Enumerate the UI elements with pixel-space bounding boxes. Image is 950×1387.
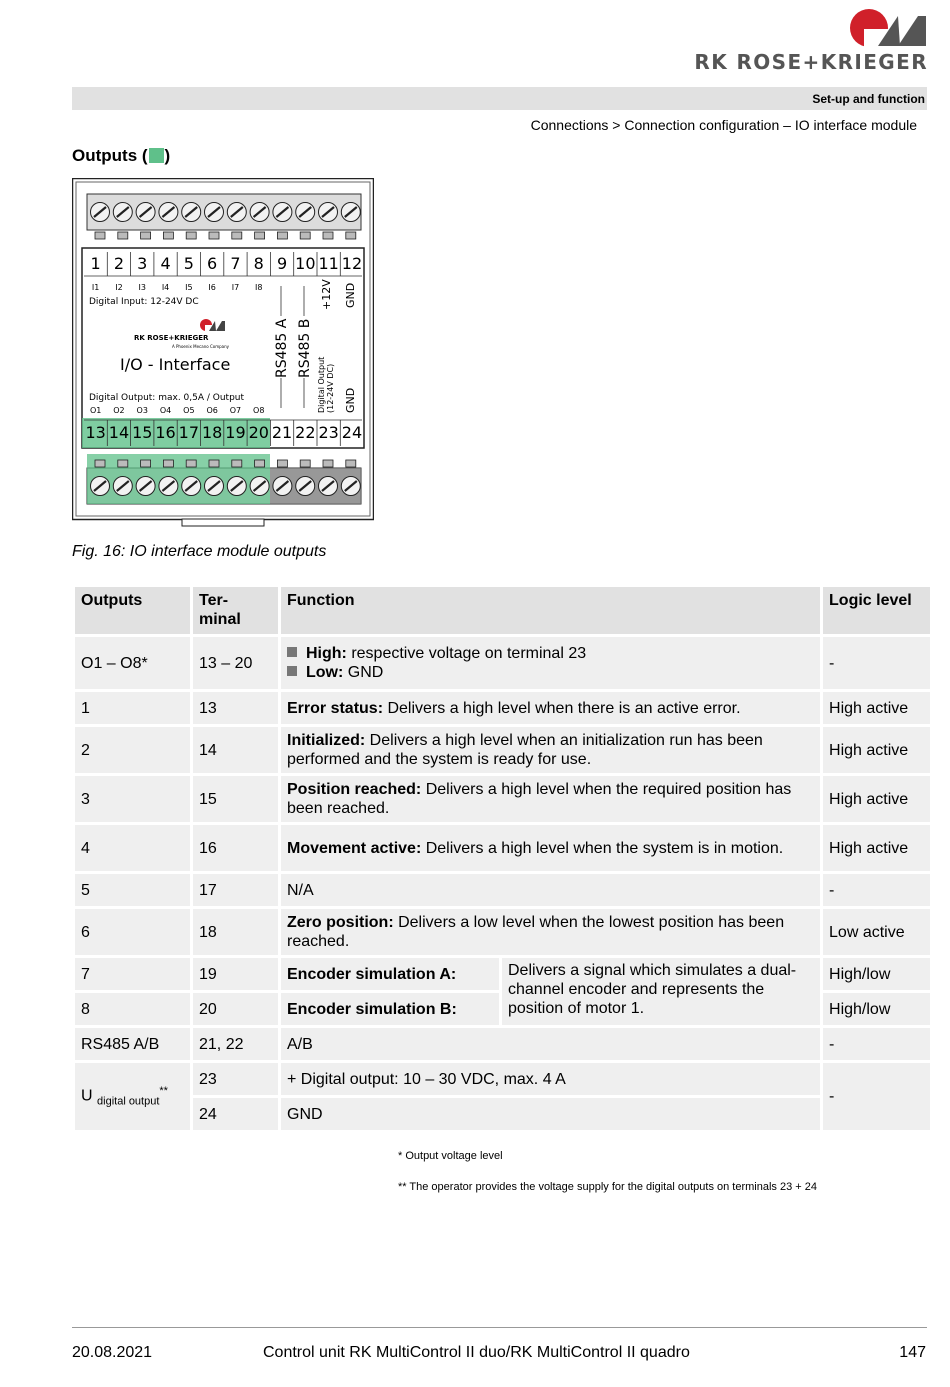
rs485b-label: RS485 B [297,318,313,378]
table-row: 4 16 Movement active: Delivers a high level when the system is in motion. High active [75,825,930,871]
terminal-number: 13 [85,423,106,442]
terminal-number: 4 [160,254,171,273]
footnote-1: * Output voltage level [398,1150,503,1162]
terminal-number: 12 [341,254,363,273]
logo-mark-icon [686,8,928,52]
terminal-number: 3 [137,254,148,273]
terminal-number: 15 [132,423,153,442]
terminal-number: 24 [341,423,363,442]
header-logic: Logic level [823,587,930,634]
terminal-number: 19 [225,423,246,442]
terminal-number: 6 [207,254,218,273]
footer-divider [72,1327,927,1328]
table-row: 2 14 Initialized: Delivers a high level when an initialization run has been performed and the system is ready for use. High active [75,727,930,773]
io-module-drawing [72,178,374,527]
output-label: O5 [183,406,195,415]
terminal-number: 9 [276,254,288,273]
v12-label: +12V [320,279,333,310]
figure-caption: Fig. 16: IO interface module outputs [72,543,327,560]
terminal-number: 23 [318,423,339,442]
terminal-number: 18 [201,423,223,442]
terminal-number: 11 [318,254,339,273]
input-label: I7 [231,283,240,292]
table-row: RS485 A/B 21, 22 A/B - [75,1028,930,1060]
gnd-bottom-label: GND [344,387,357,413]
output-label: O4 [159,406,172,415]
section-title: Set-up and function [812,92,925,106]
dig-out-line1: Digital Output [317,356,326,413]
table-header-row [75,587,930,634]
terminal-number: 1 [90,254,101,273]
terminal-number: 17 [178,423,200,442]
output-label: O7 [229,406,242,415]
table-row: 6 18 Zero position: Delivers a low level when the lowest position has been reached. Low active [75,909,930,955]
breadcrumb: Connections > Connection configuration – IO interface module [530,117,917,133]
table-row: 7 19 Encoder simulation A: Delivers a signal which simulates a dual-channel encoder and represents the position of motor 1. High/low [75,958,930,990]
output-label: O2 [113,406,125,415]
output-label: O3 [136,406,148,415]
table-row: U $_{digital output}$** 23 + Digital output: 10 – 30 VDC, max. 4 A - [75,1063,930,1095]
table-row: 24 GND [75,1098,930,1130]
header-terminal: Ter- minal [193,587,278,634]
outputs-table [72,584,933,1133]
terminal-number: 10 [295,254,316,273]
terminal-number: 8 [253,254,264,273]
terminal-number: 2 [113,254,125,273]
terminal-number: 5 [183,254,194,273]
input-label: I4 [161,283,170,292]
dig-out-line2: (12-24V DC) [326,363,335,413]
terminal-number: 20 [248,423,269,442]
header-function: Function [281,587,820,634]
table-row: O1 – O8* 13 – 20 High: respective voltage on terminal 23 Low: GND - [75,637,930,689]
input-label: I2 [115,283,123,292]
table-row: 8 20 Encoder simulation B: High/low [75,993,930,1025]
section-bar [72,87,927,110]
input-label: I3 [138,283,146,292]
terminal-number: 16 [155,423,176,442]
footer-title: Control unit RK MultiControl II duo/RK MultiControl II quadro [263,1344,690,1361]
terminal-number: 7 [230,254,241,273]
bullet-square-icon [287,647,297,657]
input-label: I1 [91,283,100,292]
bullet-square-icon [287,666,297,676]
output-label: O6 [206,406,218,415]
footnote-2: ** The operator provides the voltage supply for the digital outputs on terminals 23 + 24 [398,1181,817,1193]
module-logo-sub: A Phoenix Mecano Company [172,344,229,349]
page-heading: Outputs ( ) [72,146,171,165]
terminal-number: 14 [108,423,130,442]
input-label: I6 [208,283,216,292]
output-label: O1 [89,406,102,415]
header-outputs: Outputs [75,587,190,634]
digital-output-label: Digital Output: max. 0,5A / Output [89,393,245,403]
table-row: 1 13 Error status: Delivers a high level when there is an active error. High active [75,692,930,724]
footer-date: 20.08.2021 [72,1344,153,1361]
logo-text: RK ROSE+KRIEGER [694,50,928,74]
io-module-figure [72,178,374,527]
green-swatch-icon [149,148,164,163]
rs485a-label: RS485 A [274,318,290,378]
brand-logo [686,8,928,74]
input-label: I5 [185,283,193,292]
gnd-top-label: GND [344,282,357,308]
terminal-number: 21 [271,423,293,442]
terminal-number: 22 [295,423,316,442]
module-logo-text: RK ROSE+KRIEGER [134,334,209,342]
output-label: O8 [253,406,265,415]
module-title: I/O - Interface [120,355,231,374]
page-number: 147 [899,1344,926,1361]
table-row: 3 15 Position reached: Delivers a high level when the required position has been reached. High active [75,776,930,822]
input-label: I8 [255,283,263,292]
digital-input-label: Digital Input: 12-24V DC [89,297,199,307]
table-row: 5 17 N/A - [75,874,930,906]
